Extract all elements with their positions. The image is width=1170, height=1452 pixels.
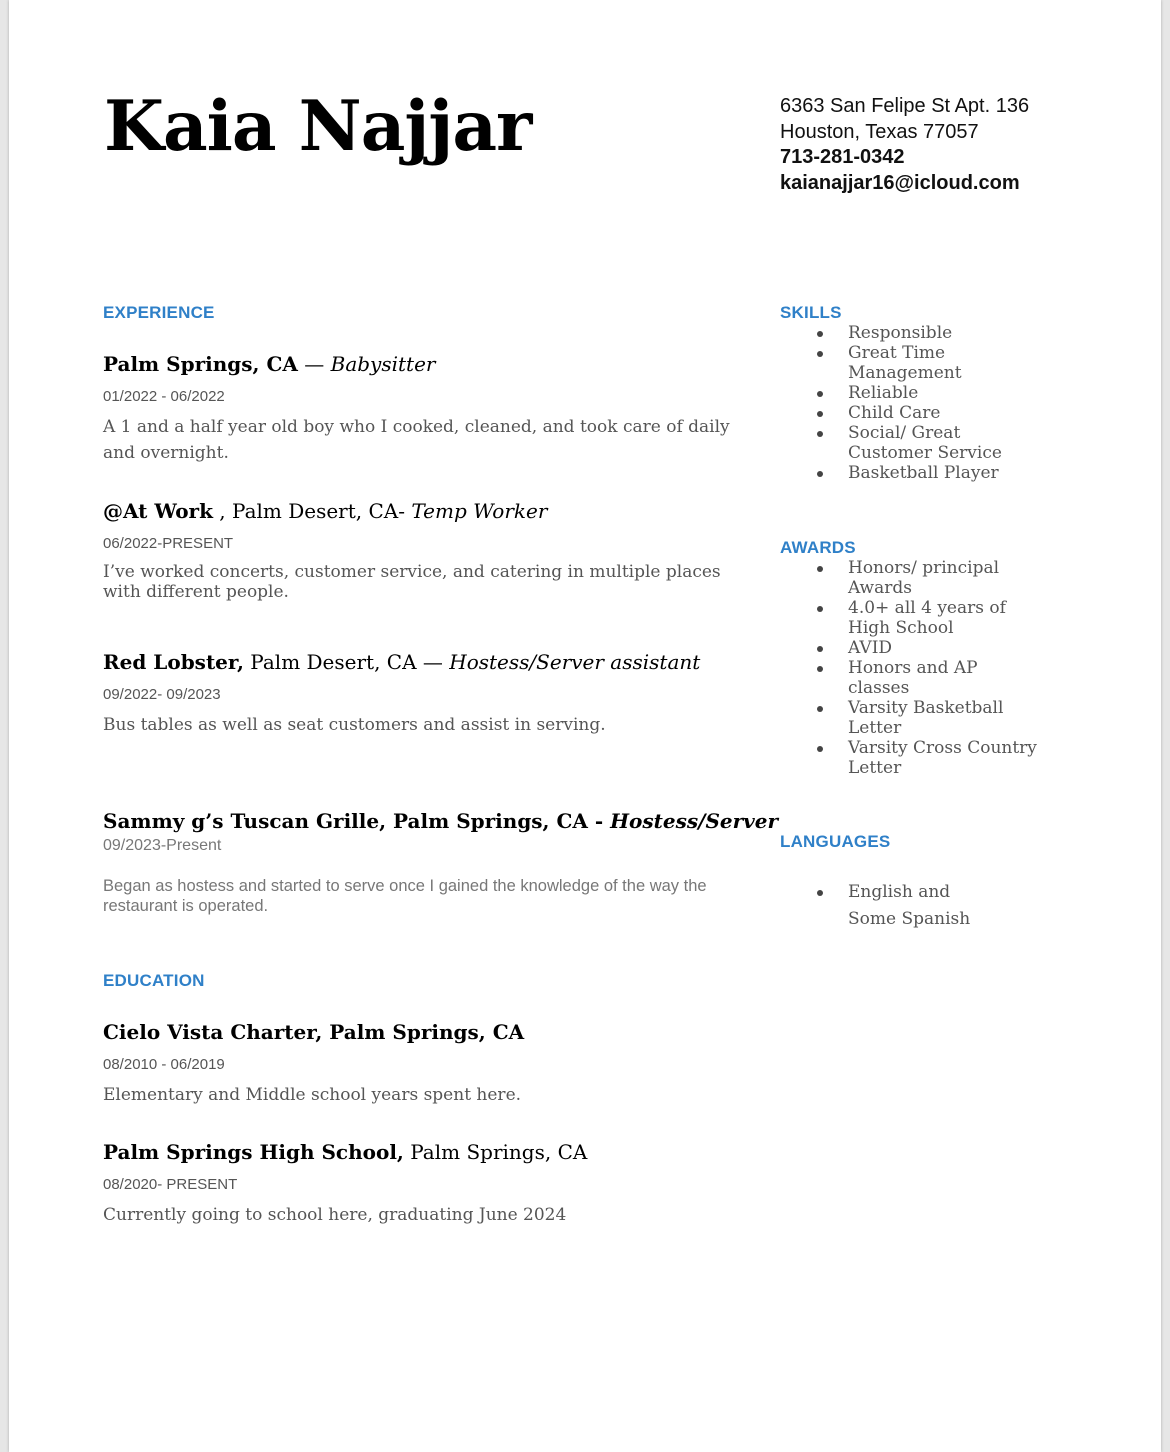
job-title xyxy=(103,650,700,674)
school-org: Palm Springs High School, xyxy=(103,1140,404,1164)
job-dates: 09/2023-Present xyxy=(103,837,222,854)
list-item: 4.0+ all 4 years of High School xyxy=(780,598,1008,638)
job-role: Temp Worker xyxy=(411,499,548,523)
list-item: Varsity Cross Country Letter xyxy=(780,738,1038,778)
job-role: Babysitter xyxy=(330,352,436,376)
list-item: Basketball Player xyxy=(780,463,1048,483)
job-location: Palm Desert, CA — xyxy=(243,650,450,674)
school-org: Cielo Vista Charter, Palm Springs, CA xyxy=(103,1020,525,1044)
job-role: Hostess/Server xyxy=(610,809,779,833)
section-title-experience: EXPERIENCE xyxy=(103,303,215,322)
job-org: @At Work xyxy=(103,499,213,523)
job-role: Hostess/Server assistant xyxy=(449,650,701,674)
job-title xyxy=(103,352,435,376)
job-org: Red Lobster, xyxy=(103,650,244,674)
job-dates: 09/2022- 09/2023 xyxy=(103,686,221,703)
job-dates: 06/2022-PRESENT xyxy=(103,535,234,552)
job-dates: 01/2022 - 06/2022 xyxy=(103,388,225,405)
job-location: , Palm Desert, CA- xyxy=(212,499,412,523)
school-dates: 08/2020- PRESENT xyxy=(103,1176,238,1193)
job-description: A 1 and a half year old boy who I cooked, cleaned, and took care of daily and overnight. xyxy=(103,417,730,463)
school-dates: 08/2010 - 06/2019 xyxy=(103,1056,225,1073)
job-description: Bus tables as well as seat customers and assist in serving. xyxy=(103,715,606,735)
skills-list xyxy=(780,323,1048,483)
job-separator: — xyxy=(297,352,331,376)
contact-block xyxy=(780,94,1029,196)
list-item: Varsity Basketball Letter xyxy=(780,698,1008,738)
resume-page xyxy=(9,0,1161,1452)
job-title xyxy=(103,499,547,523)
school-description: Currently going to school here, graduating June 2024 xyxy=(103,1205,567,1225)
awards-list xyxy=(780,558,1048,778)
list-item: Reliable xyxy=(780,383,1048,403)
section-title-education: EDUCATION xyxy=(103,971,205,990)
list-item: Honors/ principal Awards xyxy=(780,558,1008,598)
job-org: Sammy g’s Tuscan Grille, Palm Springs, CA - xyxy=(103,809,611,833)
list-item: AVID xyxy=(780,638,1048,658)
job-org: Palm Springs, CA xyxy=(103,352,298,376)
list-item: Social/ Great Customer Service xyxy=(780,423,1008,463)
address-line2: Houston, Texas 77057 xyxy=(780,120,979,143)
school-title xyxy=(103,1140,587,1164)
resume-name: Kaia Najjar xyxy=(104,86,532,167)
job-title xyxy=(103,809,778,833)
list-item: Great Time Management xyxy=(780,343,988,383)
languages-list xyxy=(780,879,1003,933)
section-title-languages: LANGUAGES xyxy=(780,832,891,851)
phone-number: 713-281-0342 xyxy=(780,146,905,168)
email-address: kaianajjar16@icloud.com xyxy=(780,171,1020,194)
school-title xyxy=(103,1020,524,1044)
list-item: Responsible xyxy=(780,323,1048,343)
list-item: Honors and AP classes xyxy=(780,658,988,698)
job-description: Began as hostess and started to serve once I gained the knowledge of the way the restaurant is operated. xyxy=(103,877,707,915)
job-description: I’ve worked concerts, customer service, and catering in multiple places with different people. xyxy=(103,562,721,602)
address-line1: 6363 San Felipe St Apt. 136 xyxy=(780,95,1030,117)
section-title-awards: AWARDS xyxy=(780,538,856,557)
section-title-skills: SKILLS xyxy=(780,303,842,322)
school-location: Palm Springs, CA xyxy=(403,1140,588,1164)
school-description: Elementary and Middle school years spent here. xyxy=(103,1085,522,1105)
list-item: Child Care xyxy=(780,403,1048,423)
list-item: English and Some Spanish xyxy=(780,879,1003,933)
